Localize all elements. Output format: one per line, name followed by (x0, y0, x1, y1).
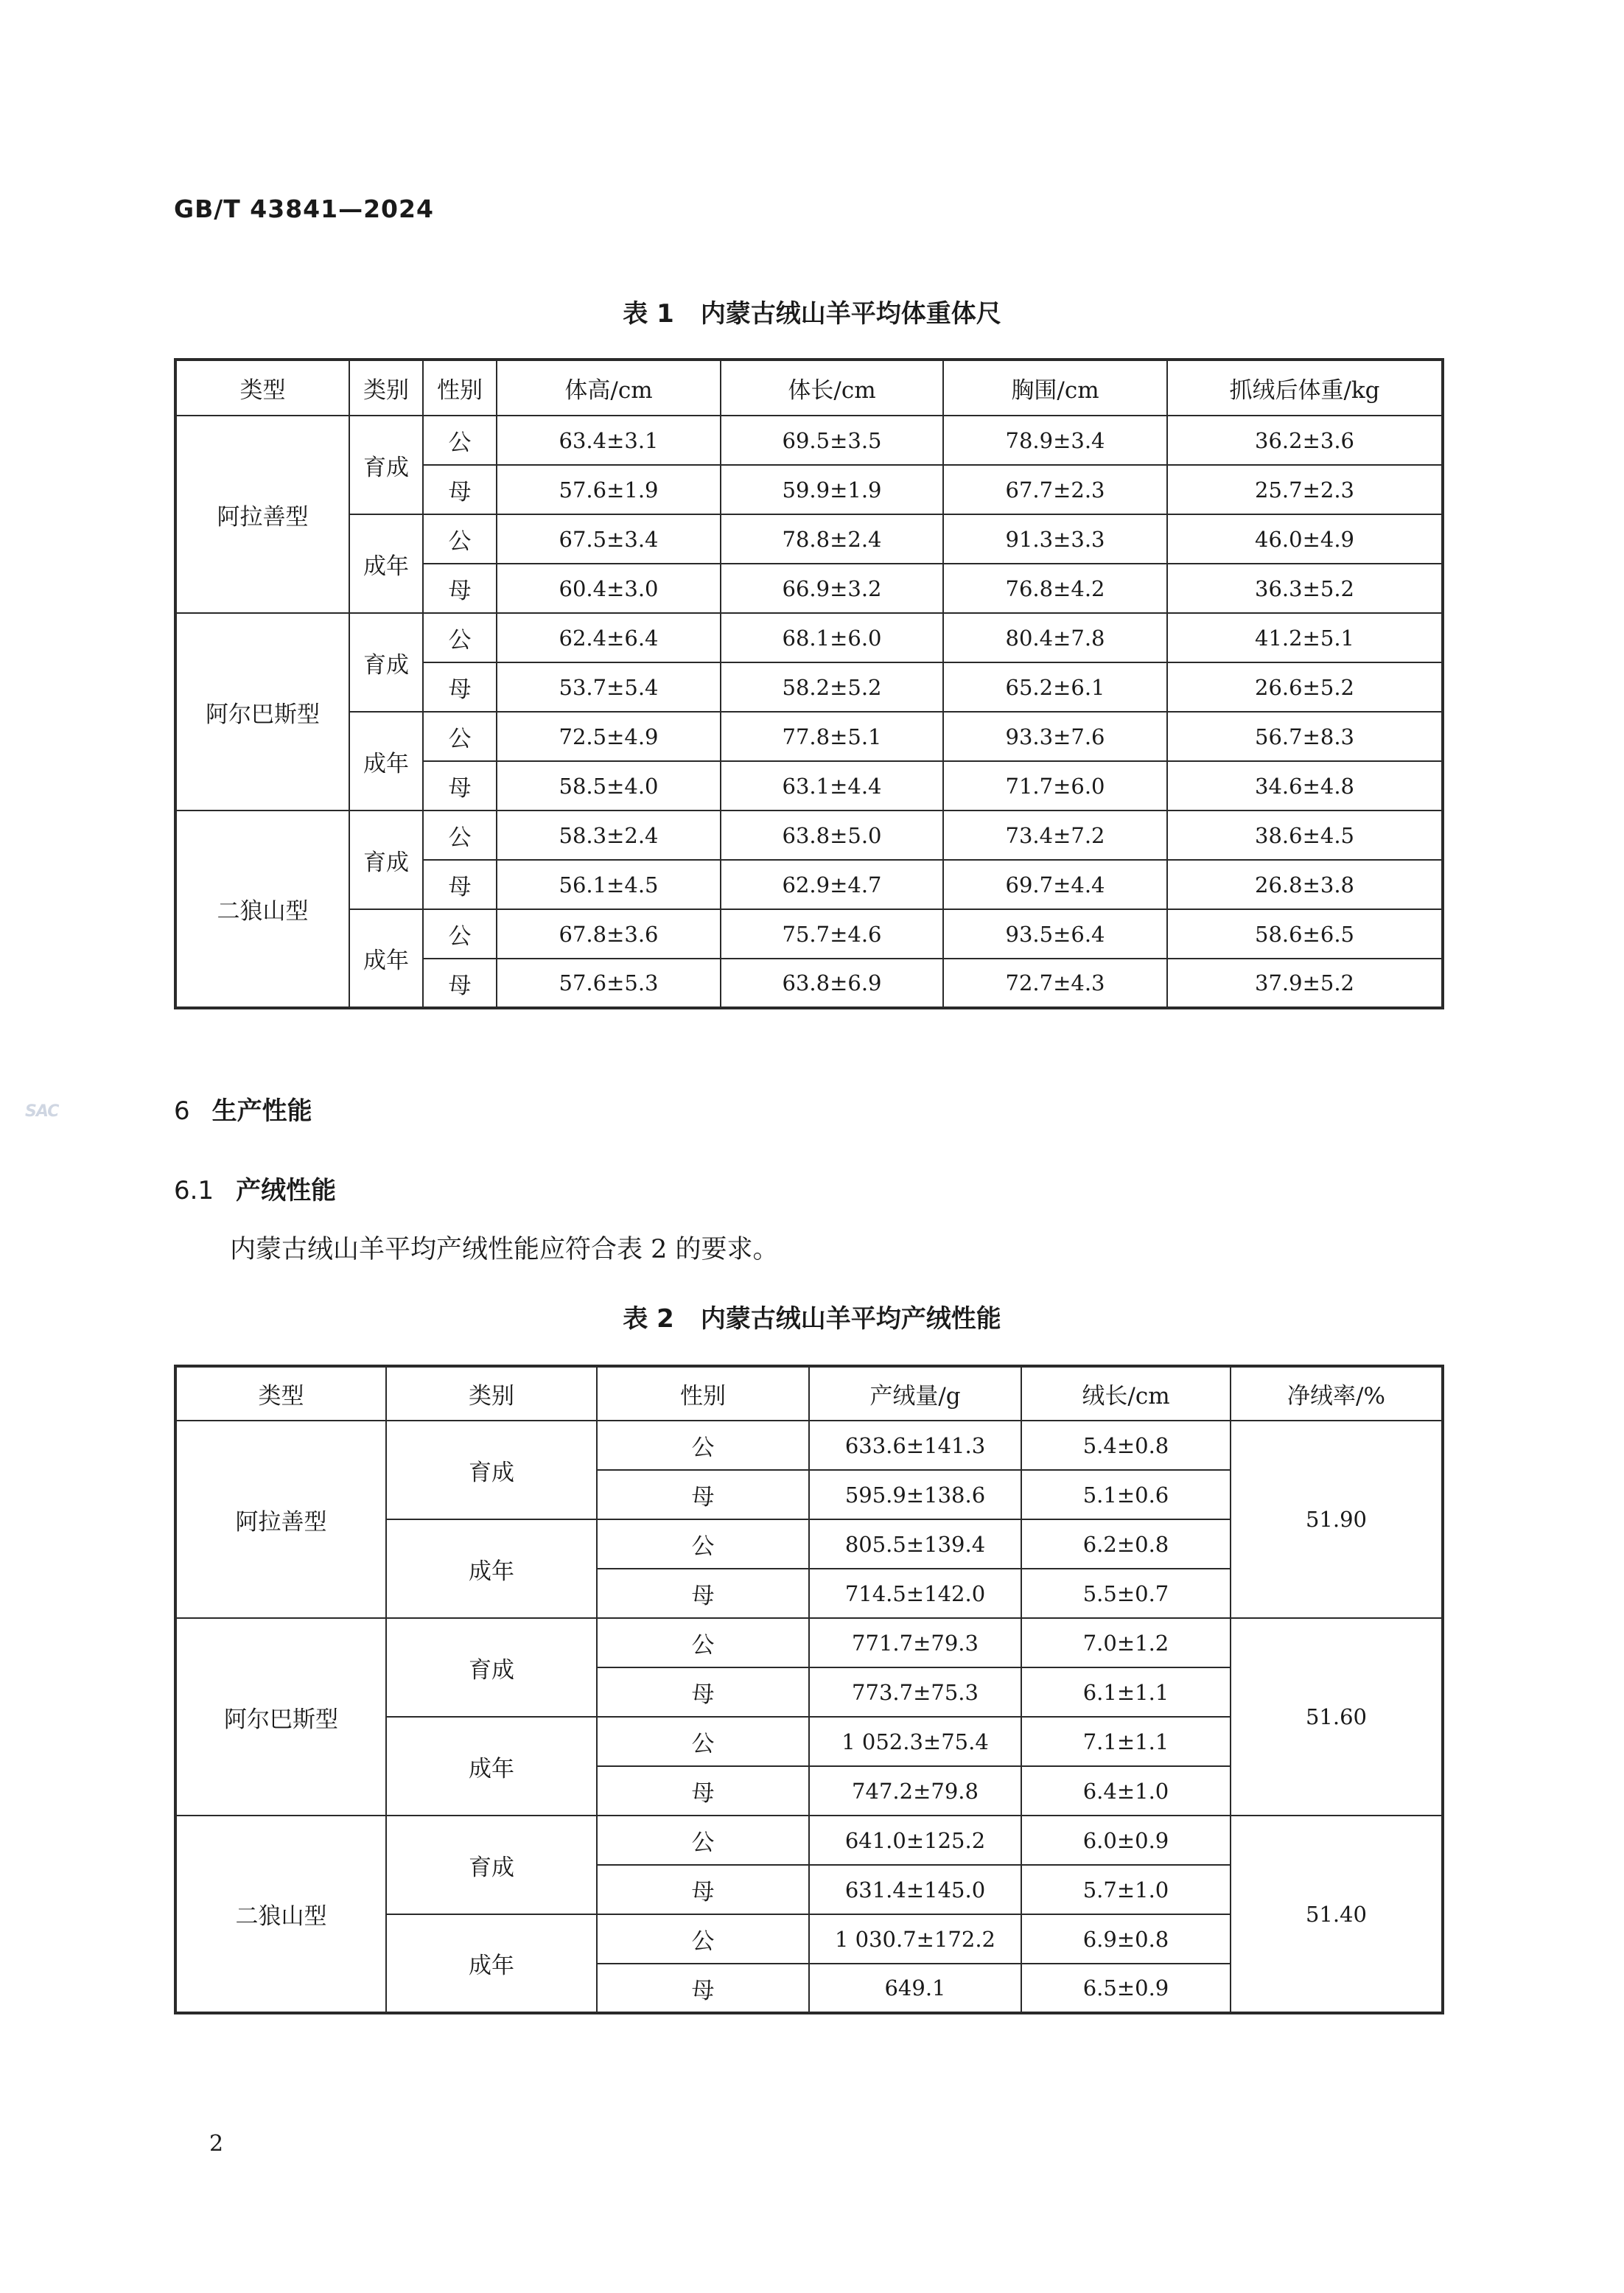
value-cell: 747.2±79.8 (809, 1766, 1021, 1816)
value-cell: 78.9±3.4 (943, 416, 1167, 465)
value-cell: 72.7±4.3 (943, 959, 1167, 1008)
value-cell: 63.4±3.1 (497, 416, 721, 465)
value-cell: 6.1±1.1 (1021, 1667, 1231, 1717)
table-row (175, 1816, 1443, 1865)
class-cell: 成年 (349, 712, 423, 811)
sex-cell: 母 (597, 1667, 809, 1717)
section-6-1-number: 6.1 (174, 1176, 214, 1205)
table2-col-sex: 性别 (597, 1366, 809, 1421)
table1-caption (0, 293, 1624, 329)
value-cell: 76.8±4.2 (943, 564, 1167, 613)
value-cell: 73.4±7.2 (943, 811, 1167, 860)
value-cell: 36.2±3.6 (1167, 416, 1443, 465)
sex-cell: 母 (597, 1470, 809, 1519)
value-cell: 65.2±6.1 (943, 662, 1167, 712)
sex-cell: 公 (597, 1816, 809, 1865)
sex-cell: 公 (597, 1519, 809, 1569)
type-cell: 二狼山型 (175, 811, 349, 1008)
value-cell: 6.4±1.0 (1021, 1766, 1231, 1816)
value-cell: 80.4±7.8 (943, 613, 1167, 662)
value-cell: 69.5±3.5 (721, 416, 943, 465)
net-rate-cell: 51.40 (1231, 1816, 1443, 2013)
class-cell: 育成 (386, 1618, 597, 1717)
value-cell: 26.6±5.2 (1167, 662, 1443, 712)
value-cell: 56.1±4.5 (497, 860, 721, 909)
value-cell: 91.3±3.3 (943, 514, 1167, 564)
value-cell: 36.3±5.2 (1167, 564, 1443, 613)
value-cell: 78.8±2.4 (721, 514, 943, 564)
value-cell: 93.3±7.6 (943, 712, 1167, 761)
sex-cell: 公 (423, 811, 497, 860)
value-cell: 641.0±125.2 (809, 1816, 1021, 1865)
table2-col-fiber-length: 绒长/cm (1021, 1366, 1231, 1421)
table2-number: 表 2 (623, 1304, 674, 1334)
sex-cell: 母 (597, 1964, 809, 2013)
sex-cell: 公 (597, 1618, 809, 1667)
sex-cell: 公 (423, 416, 497, 465)
value-cell: 26.8±3.8 (1167, 860, 1443, 909)
class-cell: 育成 (349, 416, 423, 514)
value-cell: 58.5±4.0 (497, 761, 721, 811)
value-cell: 93.5±6.4 (943, 909, 1167, 959)
value-cell: 6.9±0.8 (1021, 1914, 1231, 1964)
value-cell: 773.7±75.3 (809, 1667, 1021, 1717)
table2-caption (0, 1298, 1624, 1334)
table-row (175, 1421, 1443, 1470)
value-cell: 6.2±0.8 (1021, 1519, 1231, 1569)
value-cell: 63.8±6.9 (721, 959, 943, 1008)
value-cell: 59.9±1.9 (721, 465, 943, 514)
value-cell: 595.9±138.6 (809, 1470, 1021, 1519)
class-cell: 成年 (386, 1717, 597, 1816)
class-cell: 育成 (349, 613, 423, 712)
table2-col-yield: 产绒量/g (809, 1366, 1021, 1421)
value-cell: 62.4±6.4 (497, 613, 721, 662)
value-cell: 68.1±6.0 (721, 613, 943, 662)
sex-cell: 公 (597, 1421, 809, 1470)
section-6-number: 6 (174, 1096, 190, 1126)
sex-cell: 公 (423, 514, 497, 564)
value-cell: 58.2±5.2 (721, 662, 943, 712)
value-cell: 5.1±0.6 (1021, 1470, 1231, 1519)
class-cell: 成年 (386, 1519, 597, 1618)
sex-cell: 公 (423, 909, 497, 959)
table-row (175, 811, 1443, 860)
value-cell: 34.6±4.8 (1167, 761, 1443, 811)
value-cell: 62.9±4.7 (721, 860, 943, 909)
table2-col-class: 类别 (386, 1366, 597, 1421)
value-cell: 63.1±4.4 (721, 761, 943, 811)
section-6-1-heading (174, 1170, 336, 1206)
value-cell: 37.9±5.2 (1167, 959, 1443, 1008)
section-6-1-title: 产绒性能 (236, 1176, 337, 1205)
sex-cell: 母 (597, 1865, 809, 1914)
value-cell: 46.0±4.9 (1167, 514, 1443, 564)
value-cell: 7.1±1.1 (1021, 1717, 1231, 1766)
value-cell: 38.6±4.5 (1167, 811, 1443, 860)
table1 (174, 358, 1444, 1009)
value-cell: 58.6±6.5 (1167, 909, 1443, 959)
sex-cell: 公 (423, 613, 497, 662)
sex-cell: 母 (423, 662, 497, 712)
table-row (175, 1618, 1443, 1667)
sex-cell: 母 (423, 465, 497, 514)
sex-cell: 母 (423, 564, 497, 613)
table1-header-row (175, 360, 1443, 416)
table1-number: 表 1 (623, 299, 674, 329)
type-cell: 阿尔巴斯型 (175, 613, 349, 811)
table-row (175, 514, 1443, 564)
table1-col-class: 类别 (349, 360, 423, 416)
value-cell: 5.7±1.0 (1021, 1865, 1231, 1914)
value-cell: 805.5±139.4 (809, 1519, 1021, 1569)
sex-cell: 母 (597, 1766, 809, 1816)
table1-col-chest: 胸围/cm (943, 360, 1167, 416)
table1-col-weight: 抓绒后体重/kg (1167, 360, 1443, 416)
value-cell: 77.8±5.1 (721, 712, 943, 761)
value-cell: 75.7±4.6 (721, 909, 943, 959)
value-cell: 67.8±3.6 (497, 909, 721, 959)
body-paragraph: 内蒙古绒山羊平均产绒性能应符合表 2 的要求。 (230, 1235, 779, 1264)
table1-title: 内蒙古绒山羊平均体重体尺 (700, 299, 1001, 329)
value-cell: 633.6±141.3 (809, 1421, 1021, 1470)
class-cell: 成年 (349, 514, 423, 613)
value-cell: 66.9±3.2 (721, 564, 943, 613)
value-cell: 649.1 (809, 1964, 1021, 2013)
value-cell: 60.4±3.0 (497, 564, 721, 613)
value-cell: 714.5±142.0 (809, 1569, 1021, 1618)
value-cell: 67.7±2.3 (943, 465, 1167, 514)
table2-title: 内蒙古绒山羊平均产绒性能 (700, 1304, 1001, 1334)
table2-col-net-rate: 净绒率/% (1231, 1366, 1443, 1421)
net-rate-cell: 51.90 (1231, 1421, 1443, 1618)
table-row (175, 712, 1443, 761)
type-cell: 阿拉善型 (175, 1421, 386, 1618)
section-6-heading (174, 1091, 312, 1127)
table2 (174, 1365, 1444, 2014)
table-row (175, 909, 1443, 959)
table-row (175, 416, 1443, 465)
value-cell: 57.6±1.9 (497, 465, 721, 514)
standard-code: GB/T 43841—2024 (174, 195, 434, 223)
value-cell: 63.8±5.0 (721, 811, 943, 860)
type-cell: 阿尔巴斯型 (175, 1618, 386, 1816)
net-rate-cell: 51.60 (1231, 1618, 1443, 1816)
sac-logo-icon: SAC (25, 1102, 59, 1121)
value-cell: 41.2±5.1 (1167, 613, 1443, 662)
value-cell: 6.0±0.9 (1021, 1816, 1231, 1865)
value-cell: 57.6±5.3 (497, 959, 721, 1008)
value-cell: 53.7±5.4 (497, 662, 721, 712)
type-cell: 阿拉善型 (175, 416, 349, 613)
value-cell: 56.7±8.3 (1167, 712, 1443, 761)
table-row (175, 613, 1443, 662)
class-cell: 育成 (386, 1816, 597, 1914)
sex-cell: 母 (423, 860, 497, 909)
table1-col-sex: 性别 (423, 360, 497, 416)
table1-col-height: 体高/cm (497, 360, 721, 416)
table1-col-type: 类型 (175, 360, 349, 416)
value-cell: 5.5±0.7 (1021, 1569, 1231, 1618)
section-6-title: 生产性能 (211, 1096, 312, 1126)
class-cell: 成年 (349, 909, 423, 1008)
table2-header-row (175, 1366, 1443, 1421)
class-cell: 成年 (386, 1914, 597, 2013)
value-cell: 69.7±4.4 (943, 860, 1167, 909)
page-number: 2 (209, 2131, 224, 2157)
value-cell: 1 052.3±75.4 (809, 1717, 1021, 1766)
value-cell: 6.5±0.9 (1021, 1964, 1231, 2013)
value-cell: 72.5±4.9 (497, 712, 721, 761)
type-cell: 二狼山型 (175, 1816, 386, 2013)
value-cell: 1 030.7±172.2 (809, 1914, 1021, 1964)
value-cell: 7.0±1.2 (1021, 1618, 1231, 1667)
table2-col-type: 类型 (175, 1366, 386, 1421)
value-cell: 71.7±6.0 (943, 761, 1167, 811)
table1-col-length: 体长/cm (721, 360, 943, 416)
sex-cell: 母 (423, 761, 497, 811)
sex-cell: 母 (423, 959, 497, 1008)
value-cell: 631.4±145.0 (809, 1865, 1021, 1914)
class-cell: 育成 (349, 811, 423, 909)
value-cell: 25.7±2.3 (1167, 465, 1443, 514)
sex-cell: 母 (597, 1569, 809, 1618)
value-cell: 5.4±0.8 (1021, 1421, 1231, 1470)
value-cell: 67.5±3.4 (497, 514, 721, 564)
class-cell: 育成 (386, 1421, 597, 1519)
value-cell: 58.3±2.4 (497, 811, 721, 860)
value-cell: 771.7±79.3 (809, 1618, 1021, 1667)
sex-cell: 公 (597, 1717, 809, 1766)
sex-cell: 公 (597, 1914, 809, 1964)
sex-cell: 公 (423, 712, 497, 761)
